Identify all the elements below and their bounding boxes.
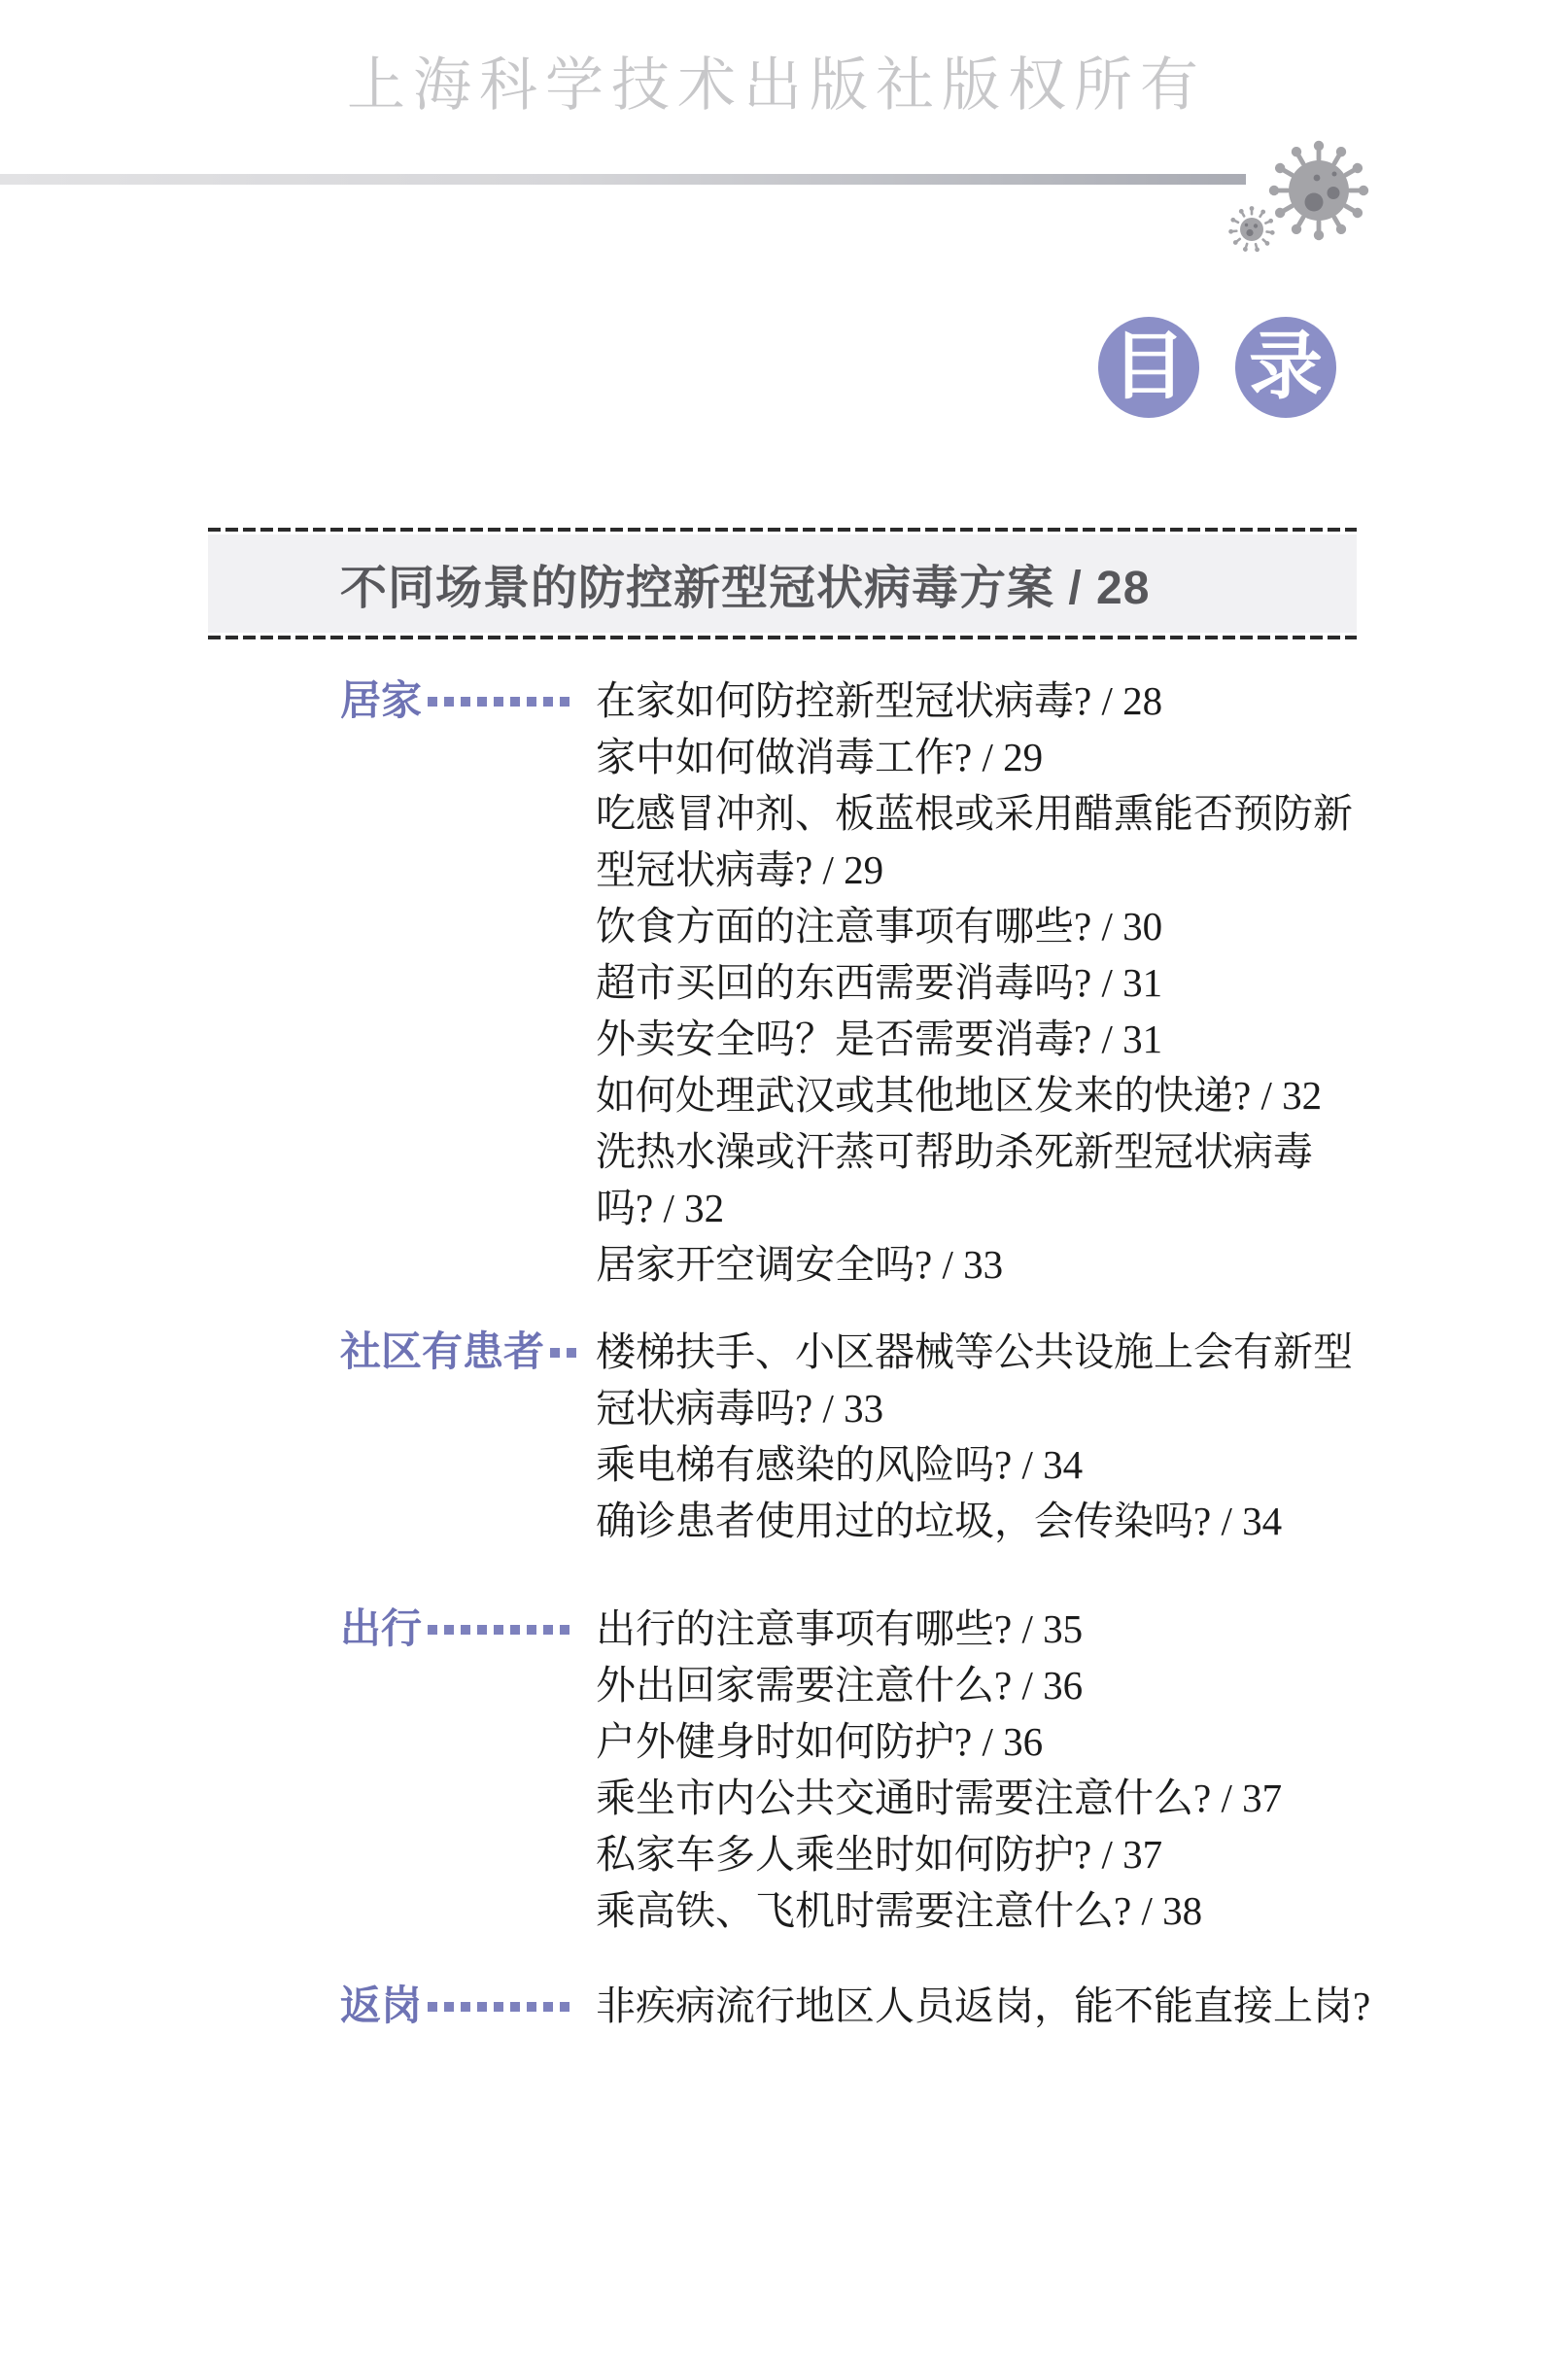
- publisher-watermark: 上海科学技术出版社版权所有: [347, 53, 1206, 118]
- dotted-leader: [550, 1348, 576, 1358]
- chapter-title: 不同场景的防控新型冠状病毒方案 / 28: [208, 535, 1357, 633]
- virus-icon-large: [1266, 138, 1371, 243]
- toc-entry-line: 如何处理武汉或其他地区发来的快递? / 32: [596, 1073, 1323, 1118]
- toc-entry-line: 确诊患者使用过的垃圾，会传染吗? / 34: [596, 1499, 1283, 1543]
- toc-section: [340, 1601, 1357, 1939]
- toc-entry-line: 非疾病流行地区人员返岗，能不能直接上岗?: [596, 1983, 1371, 2028]
- dotted-leader: [428, 2002, 576, 2012]
- chapter-header-box: [208, 528, 1357, 639]
- toc-category: [340, 1978, 596, 2034]
- toc-entry-line: 家中如何做消毒工作? / 29: [596, 735, 1044, 779]
- section-label: 出行: [340, 1605, 423, 1651]
- section-lines: [596, 673, 1357, 1293]
- toc-entry-line: 型冠状病毒? / 29: [596, 847, 884, 892]
- toc-entry-line: 吃感冒冲剂、板蓝根或采用醋熏能否预防新: [596, 791, 1353, 836]
- top-divider-bar: [0, 174, 1246, 185]
- toc-category: [340, 1601, 596, 1657]
- toc-entry-line: 乘电梯有感染的风险吗? / 34: [596, 1442, 1084, 1487]
- dotted-leader: [428, 1625, 576, 1635]
- toc-section: [340, 673, 1357, 1293]
- toc-badge-circle-2: 录: [1235, 317, 1336, 418]
- toc-entry-line: 冠状病毒吗? / 33: [596, 1386, 884, 1431]
- virus-icon-small: [1228, 206, 1275, 253]
- toc-entry-line: 楼梯扶手、小区器械等公共设施上会有新型: [596, 1329, 1353, 1374]
- toc-entry-line: 私家车多人乘坐时如何防护? / 37: [596, 1832, 1163, 1877]
- section-lines: [596, 1601, 1357, 1939]
- dashed-rule-bottom: [208, 636, 1357, 639]
- toc-entry-line: 洗热水澡或汗蒸可帮助杀死新型冠状病毒: [596, 1129, 1313, 1174]
- section-lines: [596, 1978, 1371, 2034]
- toc-entry-line: 外卖安全吗？是否需要消毒? / 31: [596, 1017, 1163, 1061]
- toc-entry-line: 户外健身时如何防护? / 36: [596, 1719, 1044, 1764]
- section-label: 居家: [340, 677, 423, 723]
- toc-entry-line: 吗? / 32: [596, 1186, 725, 1230]
- toc-entry-line: 出行的注意事项有哪些? / 35: [596, 1606, 1084, 1651]
- toc-entry-line: 居家开空调安全吗? / 33: [596, 1242, 1004, 1287]
- section-lines: [596, 1324, 1357, 1549]
- dotted-leader: [428, 697, 576, 707]
- toc-entry-line: 乘坐市内公共交通时需要注意什么? / 37: [596, 1776, 1283, 1820]
- toc-section: [340, 1324, 1357, 1549]
- toc-entry-line: 超市买回的东西需要消毒吗? / 31: [596, 960, 1163, 1005]
- toc-entry-line: 饮食方面的注意事项有哪些? / 30: [596, 904, 1163, 949]
- toc-sections: [340, 673, 1371, 2034]
- toc-category: [340, 1324, 596, 1380]
- toc-section: [340, 1978, 1371, 2034]
- toc-entry-line: 外出回家需要注意什么? / 36: [596, 1663, 1084, 1707]
- toc-category: [340, 673, 596, 729]
- dashed-rule-top: [208, 528, 1357, 532]
- toc-title-badge: [1098, 317, 1336, 418]
- toc-entry-line: 乘高铁、飞机时需要注意什么? / 38: [596, 1888, 1203, 1933]
- toc-entry-line: 在家如何防控新型冠状病毒? / 28: [596, 678, 1163, 723]
- section-label: 社区有患者: [340, 1328, 545, 1374]
- toc-badge-circle-1: 目: [1098, 317, 1199, 418]
- section-label: 返岗: [340, 1983, 423, 2028]
